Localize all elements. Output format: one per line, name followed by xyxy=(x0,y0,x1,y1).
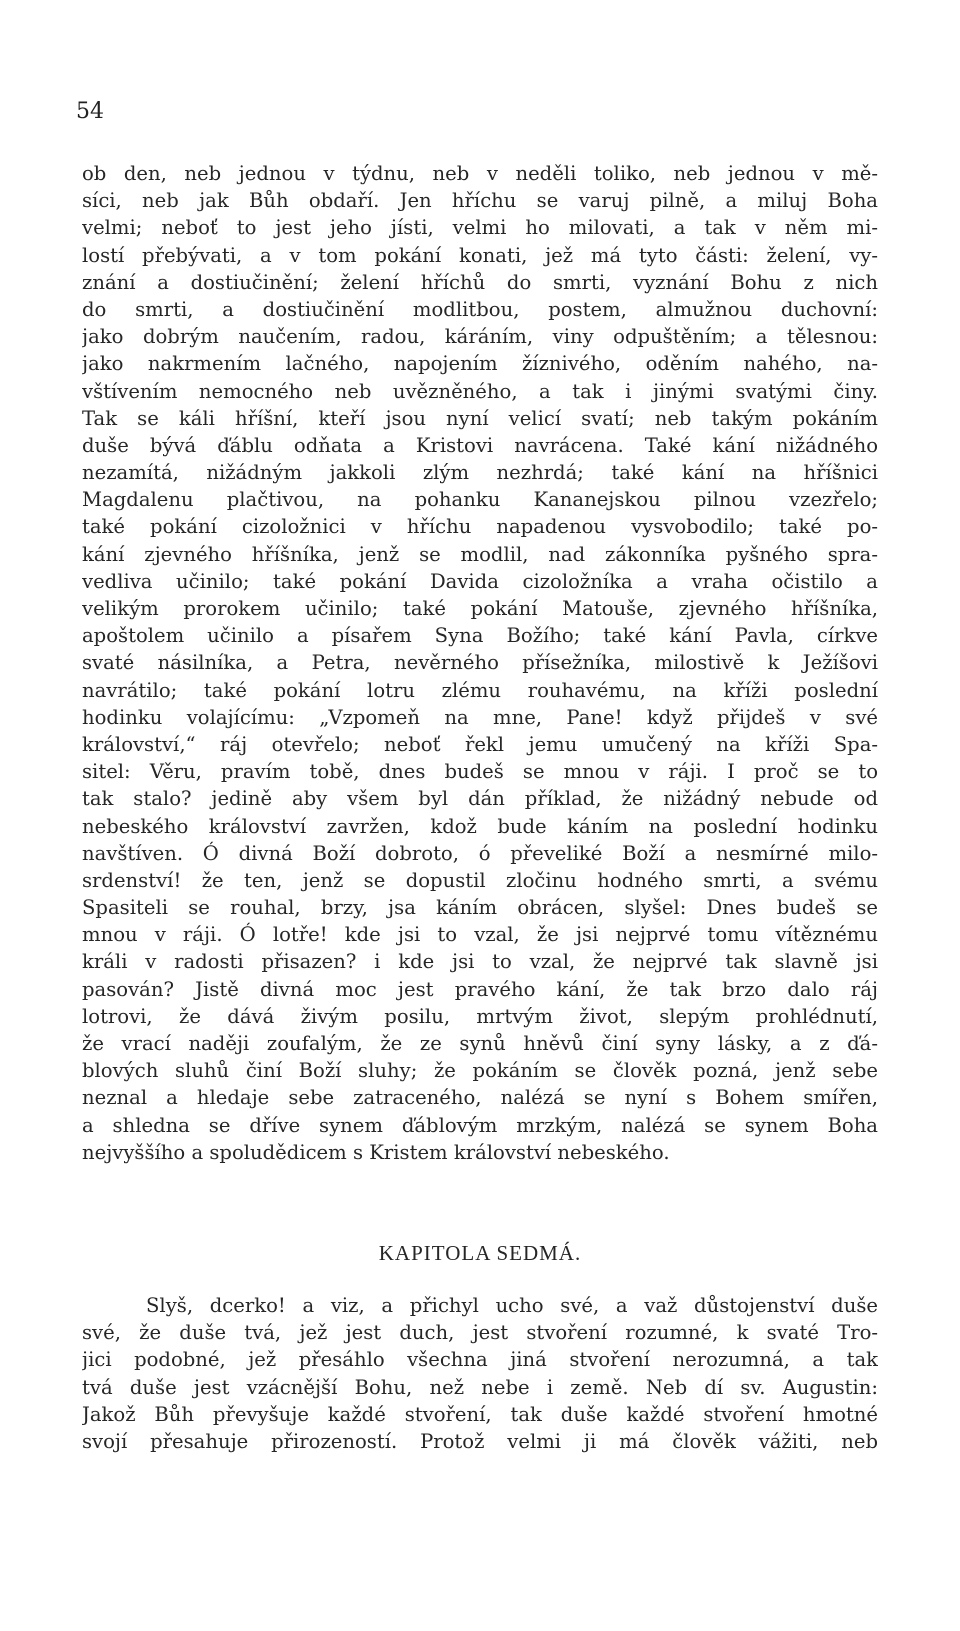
text-line: tvá duše jest vzácnější Bohu, než nebe i země. Neb dí sv. Augustin: xyxy=(82,1375,878,1399)
text-line: velikým prorokem učinilo; také pokání Matouše, zjevného hříšníka, xyxy=(82,597,878,620)
text-line: duše bývá ďáblu odňata a Kristovi navrácena. Také kání nižádného xyxy=(82,433,878,457)
page-number: 54 xyxy=(76,99,104,124)
text-line: svaté násilníka, a Petra, nevěrného přísežníka, milostivě k Ježíšovi xyxy=(82,651,878,675)
text-line: Magdalenu plačtivou, na pohanku Kananejskou pilnou vzezřelo; xyxy=(82,488,878,512)
text-line: a shledna se dříve synem ďáblovým mrzkým, nalézá se synem Boha xyxy=(82,1113,878,1137)
text-line: Tak se káli hříšní, kteří jsou nyní velicí svatí; neb takým pokáním xyxy=(82,406,878,430)
chapter-heading: KAPITOLA SEDMÁ. xyxy=(378,1241,582,1265)
text-line: své, že duše tvá, jež jest duch, jest stvoření rozumné, k svaté Tro- xyxy=(82,1321,878,1345)
text-line: nebeského království zavržen, kdož bude káním na poslední hodinku xyxy=(82,814,878,838)
text-line: Spasiteli se rouhal, brzy, jsa káním obrácen, slyšel: Dnes budeš se xyxy=(82,896,878,920)
text-line: svojí přesahuje přirozeností. Protož velmi ji má člověk vážiti, neb xyxy=(82,1429,878,1453)
text-line: blových sluhů činí Boží sluhy; že pokáním se člověk pozná, jenž sebe xyxy=(82,1059,878,1083)
text-line: navštíven. Ó divná Boží dobroto, ó převeliké Boží a nesmírné milo- xyxy=(82,841,878,865)
text-line: mnou v ráji. Ó lotře! kde jsi to vzal, že jsi nejprvé tomu vítěznému xyxy=(82,923,878,947)
text-line: pasován? Jistě divná moc jest pravého kání, že tak brzo dalo ráj xyxy=(82,977,878,1001)
text-line: jici podobné, jež přesáhlo všechna jiná stvoření nerozumná, a tak xyxy=(82,1348,878,1372)
text-line: ob den, neb jednou v týdnu, neb v neděli toliko, neb jednou v mě- xyxy=(82,162,878,185)
text-line: neznal a hledaje sebe zatraceného, nalézá se nyní s Bohem smířen, xyxy=(82,1086,878,1110)
text-line: že vrací naději zoufalým, že ze synů hněvů činí syny lásky, a z ďá- xyxy=(82,1032,878,1055)
text-line: nezamítá, nižádným jakkoli zlým nezhrdá; také kání na hříšnici xyxy=(82,461,878,485)
text-line: navrátilo; také pokání lotru zlému rouhavému, na kříži poslední xyxy=(82,678,878,702)
text-line: lotrovi, že dává živým posilu, mrtvým život, slepým prohlédnutí, xyxy=(82,1004,878,1028)
text-line: kání zjevného hříšníka, jenž se modlil, nad zákonníka pyšného spra- xyxy=(82,542,878,566)
text-line: velmi; neboť to jest jeho jísti, velmi ho milovati, a tak v něm mi- xyxy=(82,216,878,240)
text-line: sitel: Věru, pravím tobě, dnes budeš se mnou v ráji. I proč se to xyxy=(82,760,878,784)
paragraph-main-text xyxy=(82,160,878,1166)
text-line: králi v radosti přisazen? i kde jsi to vzal, že nejprvé tak slavně jsi xyxy=(82,950,878,974)
text-line: lostí přebývati, a v tom pokání konati, jež má tyto části: želení, vy- xyxy=(82,243,878,267)
text-line: srdenství! že ten, jenž se dopustil zločinu hodného smrti, a svému xyxy=(82,868,878,892)
text-line: síci, neb jak Bůh obdaří. Jen hříchu se varuj pilně, a miluj Boha xyxy=(82,189,878,213)
text-line: do smrti, a dostiučinění modlitbou, postem, almužnou duchovní: xyxy=(82,297,878,321)
text-line: znání a dostiučinění; želení hříchů do smrti, vyznání Bohu z nich xyxy=(82,270,878,294)
text-line: nejvyššího a spoludědicem s Kristem království nebeského. xyxy=(82,1140,670,1164)
text-line: také pokání cizoložnici v hříchu napadenou vysvobodilo; také po- xyxy=(82,515,878,539)
text-line: jako nakrmením lačného, napojením žíznivého, oděním nahého, na- xyxy=(82,352,878,376)
text-line: království,“ ráj otevřelo; neboť řekl jemu umučený na kříži Spa- xyxy=(82,732,878,756)
paragraph-chapter-opening xyxy=(82,1292,878,1455)
text-line: jako dobrým naučením, radou, káráním, viny odpuštěním; a tělesnou: xyxy=(82,325,878,349)
text-line: hodinku volajícímu: „Vzpomeň na mne, Pane! když přijdeš v své xyxy=(82,705,878,729)
text-line: apoštolem učinilo a písařem Syna Božího; také kání Pavla, církve xyxy=(82,624,878,648)
text-line: vštívením nemocného neb uvězněného, a tak i jinými svatými činy. xyxy=(82,379,878,403)
text-line: Slyš, dcerko! a viz, a přichyl ucho své, a važ důstojenství duše xyxy=(146,1294,878,1317)
text-line: vedliva učinilo; také pokání Davida cizoložníka a vraha očistilo a xyxy=(82,569,878,593)
text-line: Jakož Bůh převyšuje každé stvoření, tak duše každé stvoření hmotné xyxy=(82,1402,878,1426)
text-line: tak stalo? jedině aby všem byl dán příklad, že nižádný nebude od xyxy=(82,787,878,811)
